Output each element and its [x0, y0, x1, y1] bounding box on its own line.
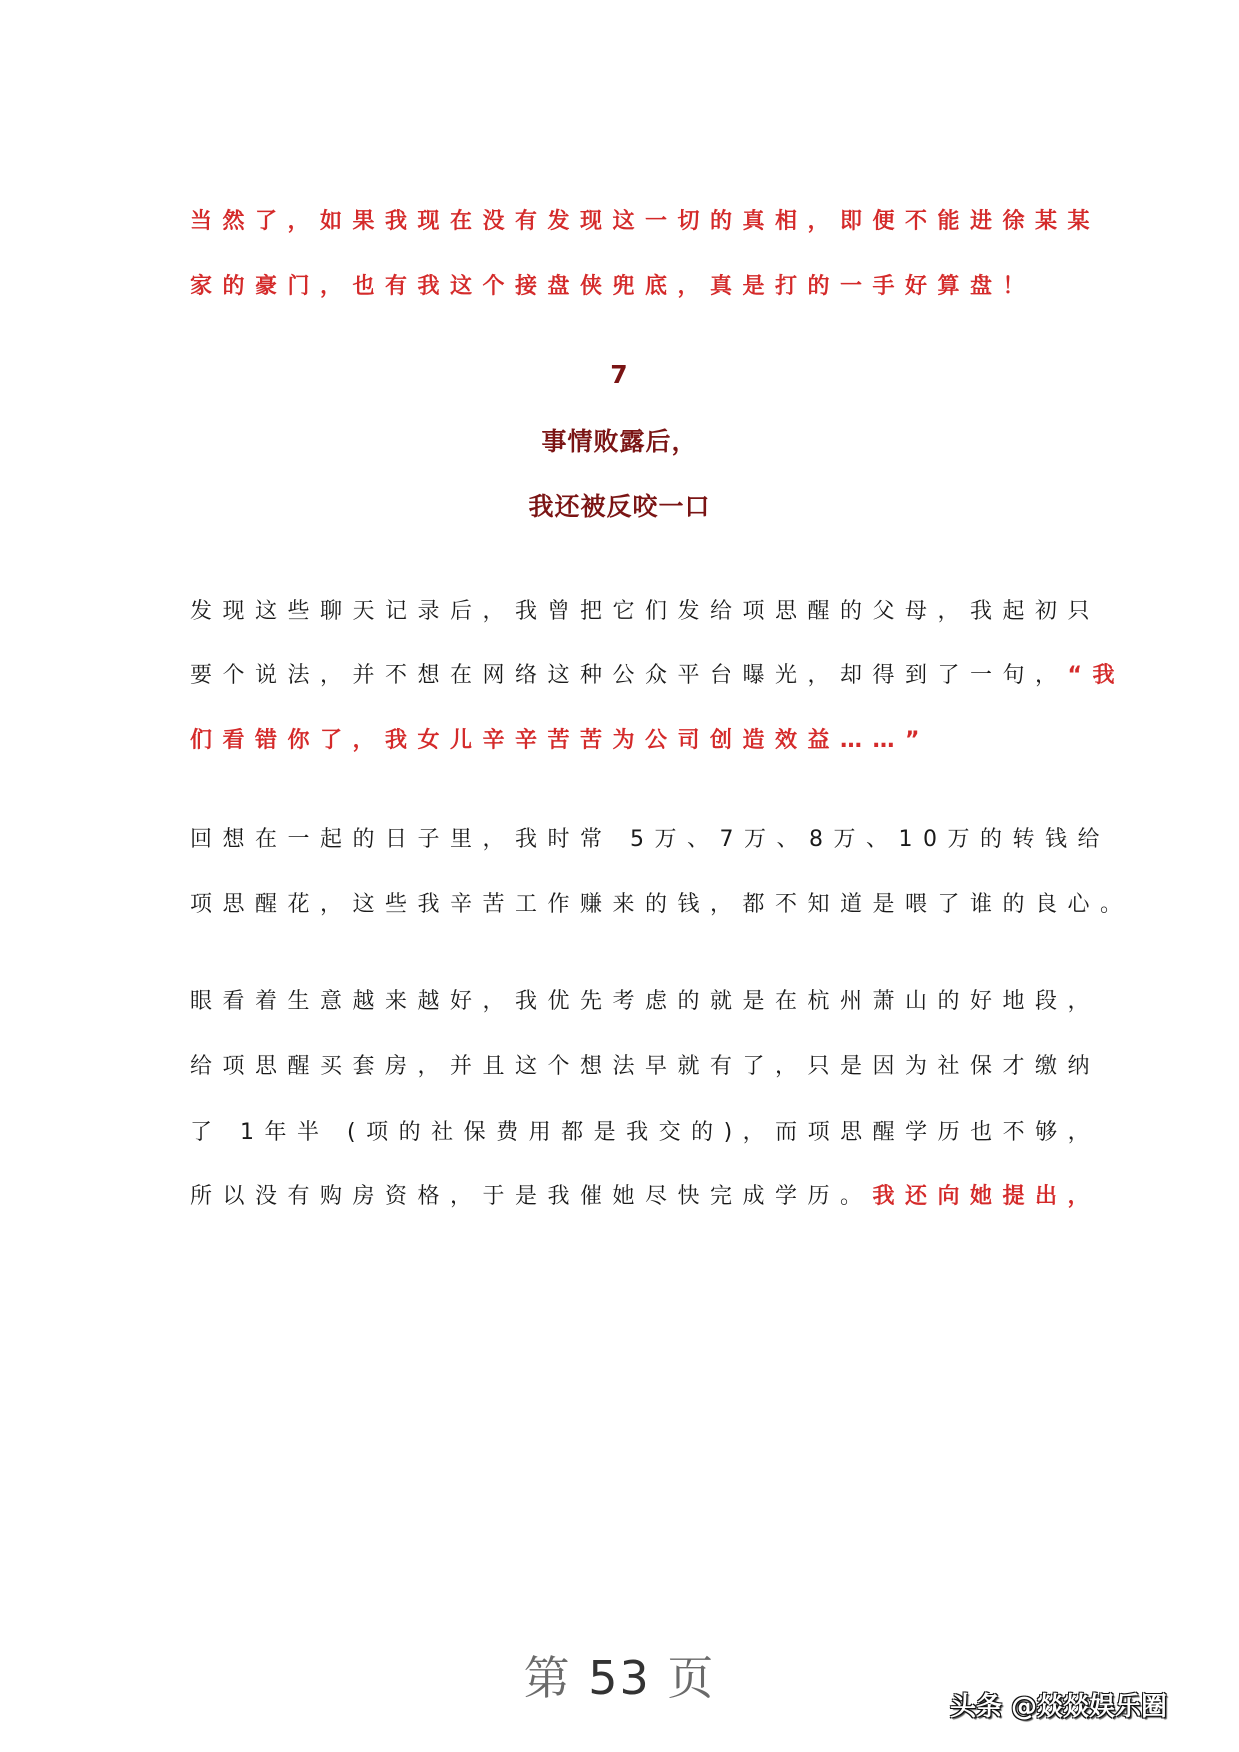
intro-line-1: 当然了，如果我现在没有发现这一切的真相，即便不能进徐某某	[190, 209, 1101, 234]
paragraph3-line-2: 给项思醒买套房，并且这个想法早就有了，只是因为社保才缴纳	[190, 1054, 1101, 1079]
paragraph3-line-1: 眼看着生意越来越好，我优先考虑的就是在杭州萧山的好地段，	[190, 989, 1101, 1014]
paragraph1-line-1: 发现这些聊天记录后，我曾把它们发给项思醒的父母，我起初只	[190, 599, 1101, 624]
paragraph1-line-3-quote: 们看错你了，我女儿辛辛苦苦为公司创造效益……”	[190, 728, 930, 753]
paragraph3-line-4-plain: 所以没有购房资格，于是我催她尽快完成学历。	[190, 1184, 873, 1209]
page-prefix: 第	[523, 1651, 572, 1705]
section-number: 7	[610, 360, 629, 389]
watermark: 头条 @燚燚娱乐圈	[950, 1692, 1168, 1722]
section-title-line-2: 我还被反咬一口	[528, 492, 711, 521]
paragraph3-line-3: 了 1年半 (项的社保费用都是我交的)，而项思醒学历也不够，	[190, 1120, 1101, 1145]
paragraph2-line-2: 项思醒花，这些我辛苦工作赚来的钱，都不知道是喂了谁的良心。	[190, 892, 1133, 917]
page-number-value: 53	[588, 1651, 651, 1705]
paragraph1-line-2	[190, 659, 1125, 693]
page-suffix: 页	[667, 1651, 716, 1705]
paragraph3-line-4	[190, 1180, 1101, 1214]
quote-open: “我	[1067, 663, 1125, 688]
paragraph2-line-1: 回想在一起的日子里，我时常 5万、7万、8万、10万的转钱给	[190, 827, 1110, 852]
intro-line-2: 家的豪门，也有我这个接盘侠兜底，真是打的一手好算盘！	[190, 274, 1036, 299]
paragraph3-line-4-emphasis: 我还向她提出，	[872, 1184, 1101, 1209]
section-title-line-1: 事情败露后，	[541, 427, 698, 456]
paragraph1-line-2-plain: 要个说法，并不想在网络这种公众平台曝光，却得到了一句，	[190, 663, 1068, 688]
